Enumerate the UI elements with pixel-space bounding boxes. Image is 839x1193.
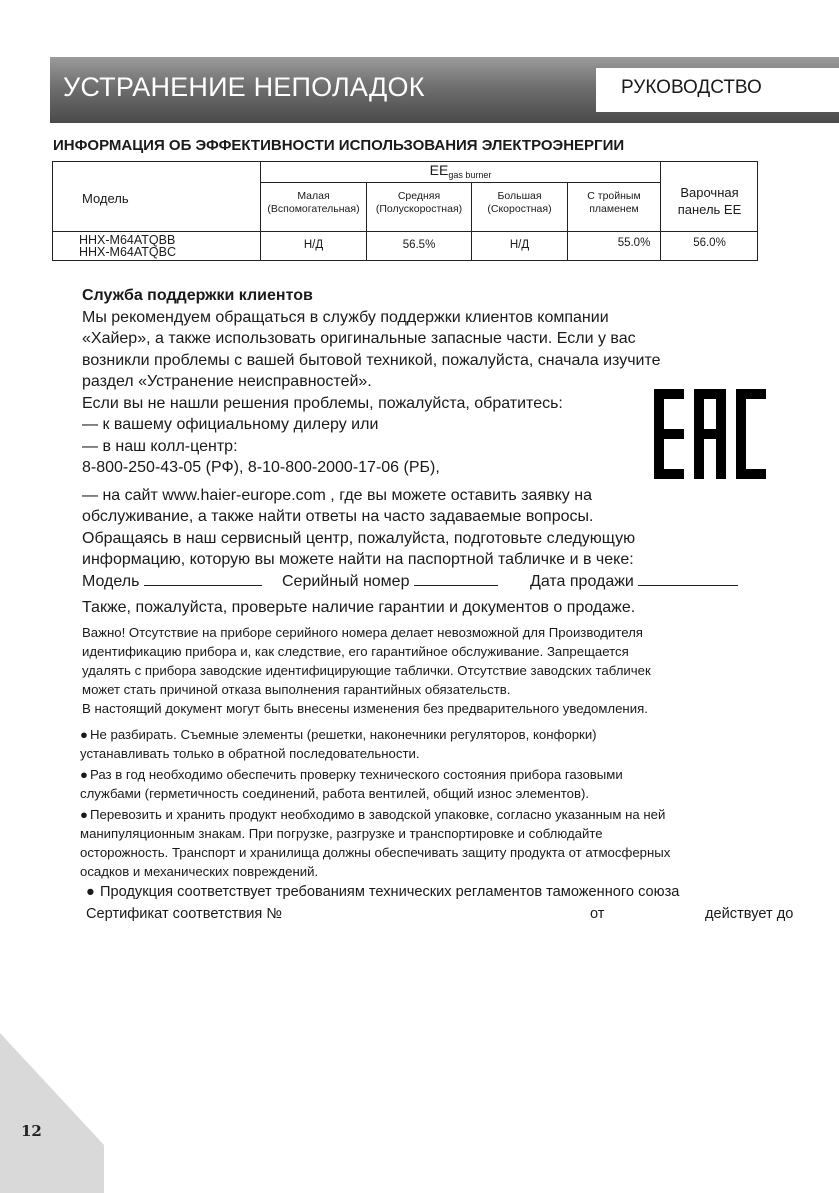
page-title: УСТРАНЕНИЕ НЕПОЛАДОК: [63, 72, 425, 102]
warranty-line: Также, пожалуйста, проверьте наличие гарантии и документов о продаже.: [82, 598, 636, 616]
model-column-header: Модель: [82, 191, 129, 206]
support-line: — в наш колл-центр:: [82, 437, 238, 455]
burner-small-header: Малая (Вспомогательная): [267, 190, 360, 215]
page-number: 12: [21, 1122, 42, 1140]
support-line: возникли проблемы с вашей бытовой техникой, пожалуйста, сначала изучите: [82, 351, 661, 369]
manual-label: РУКОВОДСТВО: [621, 77, 762, 98]
notice-line: удалять с прибора заводские идентифицирующие таблички. Отсутствие заводских табличек: [82, 663, 651, 678]
website-line: — на сайт www.haier-europe.com , где вы можете оставить заявку на: [82, 486, 592, 504]
value-panel: 56.0%: [693, 237, 726, 249]
support-line: «Хайер», а также использовать оригинальные запасные части. Если у вас: [82, 330, 636, 347]
burner-triple-header: С тройным пламенем: [587, 190, 641, 215]
energy-efficiency-table: [52, 161, 758, 261]
certification-block: [86, 881, 826, 925]
support-line: раздел «Устранение неисправностей».: [82, 373, 372, 390]
support-line: обслуживание, а также найти ответы на часто задаваемые вопросы.: [82, 508, 594, 525]
value-large: Н/Д: [509, 239, 530, 251]
bullet-item: ● Раз в год необходимо обеспечить проверку технического состояния прибора газовыми службами (герметичность соединений, работа вентилей, общий износ элементов).: [80, 767, 623, 801]
model-names: HHX-M64ATQBB HHX-M64ATQBC: [79, 233, 177, 259]
safety-bullets: [80, 725, 820, 883]
support-line: — к вашему официальному дилеру или: [82, 416, 379, 433]
notice-line: Важно! Отсутствие на приборе серийного номера делает невозможной для Производителя: [82, 625, 643, 640]
compliance-line: ● Продукция соответствует требованиям технических регламентов таможенного союза: [86, 884, 680, 900]
support-line: Обращаясь в наш сервисный центр, пожалуйста, подготовьте следующую: [82, 529, 636, 547]
value-small: Н/Д: [303, 239, 324, 251]
bullet-item: ● Перевозить и хранить продукт необходимо в заводской упаковке, согласно указанным на ней манипуляционным знакам. При погрузке, разгрузке и транспортировке и соблюдайте осторожность. Транспорт и хранилища должны обеспечивать защиту продукта от атмосферных осадков и механических повреждений.: [80, 807, 671, 879]
phone-numbers: 8-800-250-43-05 (РФ), 8-10-800-2000-17-06 (РБ),: [82, 459, 440, 476]
burner-large-header: Большая (Скоростная): [487, 190, 552, 215]
support-line: Мы рекомендуем обращаться в службу поддержки клиентов компании: [82, 308, 609, 326]
notice-line: В настоящий документ могут быть внесены изменения без предварительного уведомления.: [82, 701, 648, 716]
ee-gas-burner-header: $EE_{gas burner}$: [429, 162, 492, 180]
page-corner-decoration: [0, 1033, 110, 1193]
sale-date-field-label: Дата продажи: [530, 571, 738, 593]
model-field-label: Модель: [82, 571, 262, 593]
service-info-form: [82, 571, 822, 597]
value-medium: 56.5%: [402, 239, 436, 251]
support-line: информацию, которую вы можете найти на паспортной табличке и в чеке:: [82, 551, 634, 568]
notice-line: может стать причиной отказа выполнения гарантийных обязательств.: [82, 682, 511, 697]
certificate-label: Сертификат соответствия №: [86, 906, 282, 922]
serial-field-label: Серийный номер: [282, 571, 498, 593]
notice-line: идентификацию прибора и, как следствие, его гарантийное обслуживание. Запрещается: [82, 644, 629, 659]
section-heading: ИНФОРМАЦИЯ ОБ ЭФФЕКТИВНОСТИ ИСПОЛЬЗОВАНИЯ ЭЛЕКТРОЭНЕРГИИ: [53, 137, 625, 154]
certificate-valid-label: действует до: [705, 906, 794, 922]
value-triple: 55.0%: [617, 237, 651, 249]
support-line: Если вы не нашли решения проблемы, пожалуйста, обратитесь:: [82, 394, 563, 412]
hob-ee-header: Варочная панель ЕЕ: [677, 185, 742, 217]
certificate-from-label: от: [590, 906, 605, 922]
eac-mark-icon: [650, 385, 770, 483]
bullet-item: ● Не разбирать. Съемные элементы (решетки, наконечники регуляторов, конфорки) устанавливать только в обратной последовательности.: [80, 727, 597, 761]
important-notice: [82, 623, 782, 718]
support-title: Служба поддержки клиентов: [82, 287, 313, 304]
burner-medium-header: Средняя (Полускоростная): [375, 190, 463, 215]
certificate-row: [86, 903, 826, 925]
